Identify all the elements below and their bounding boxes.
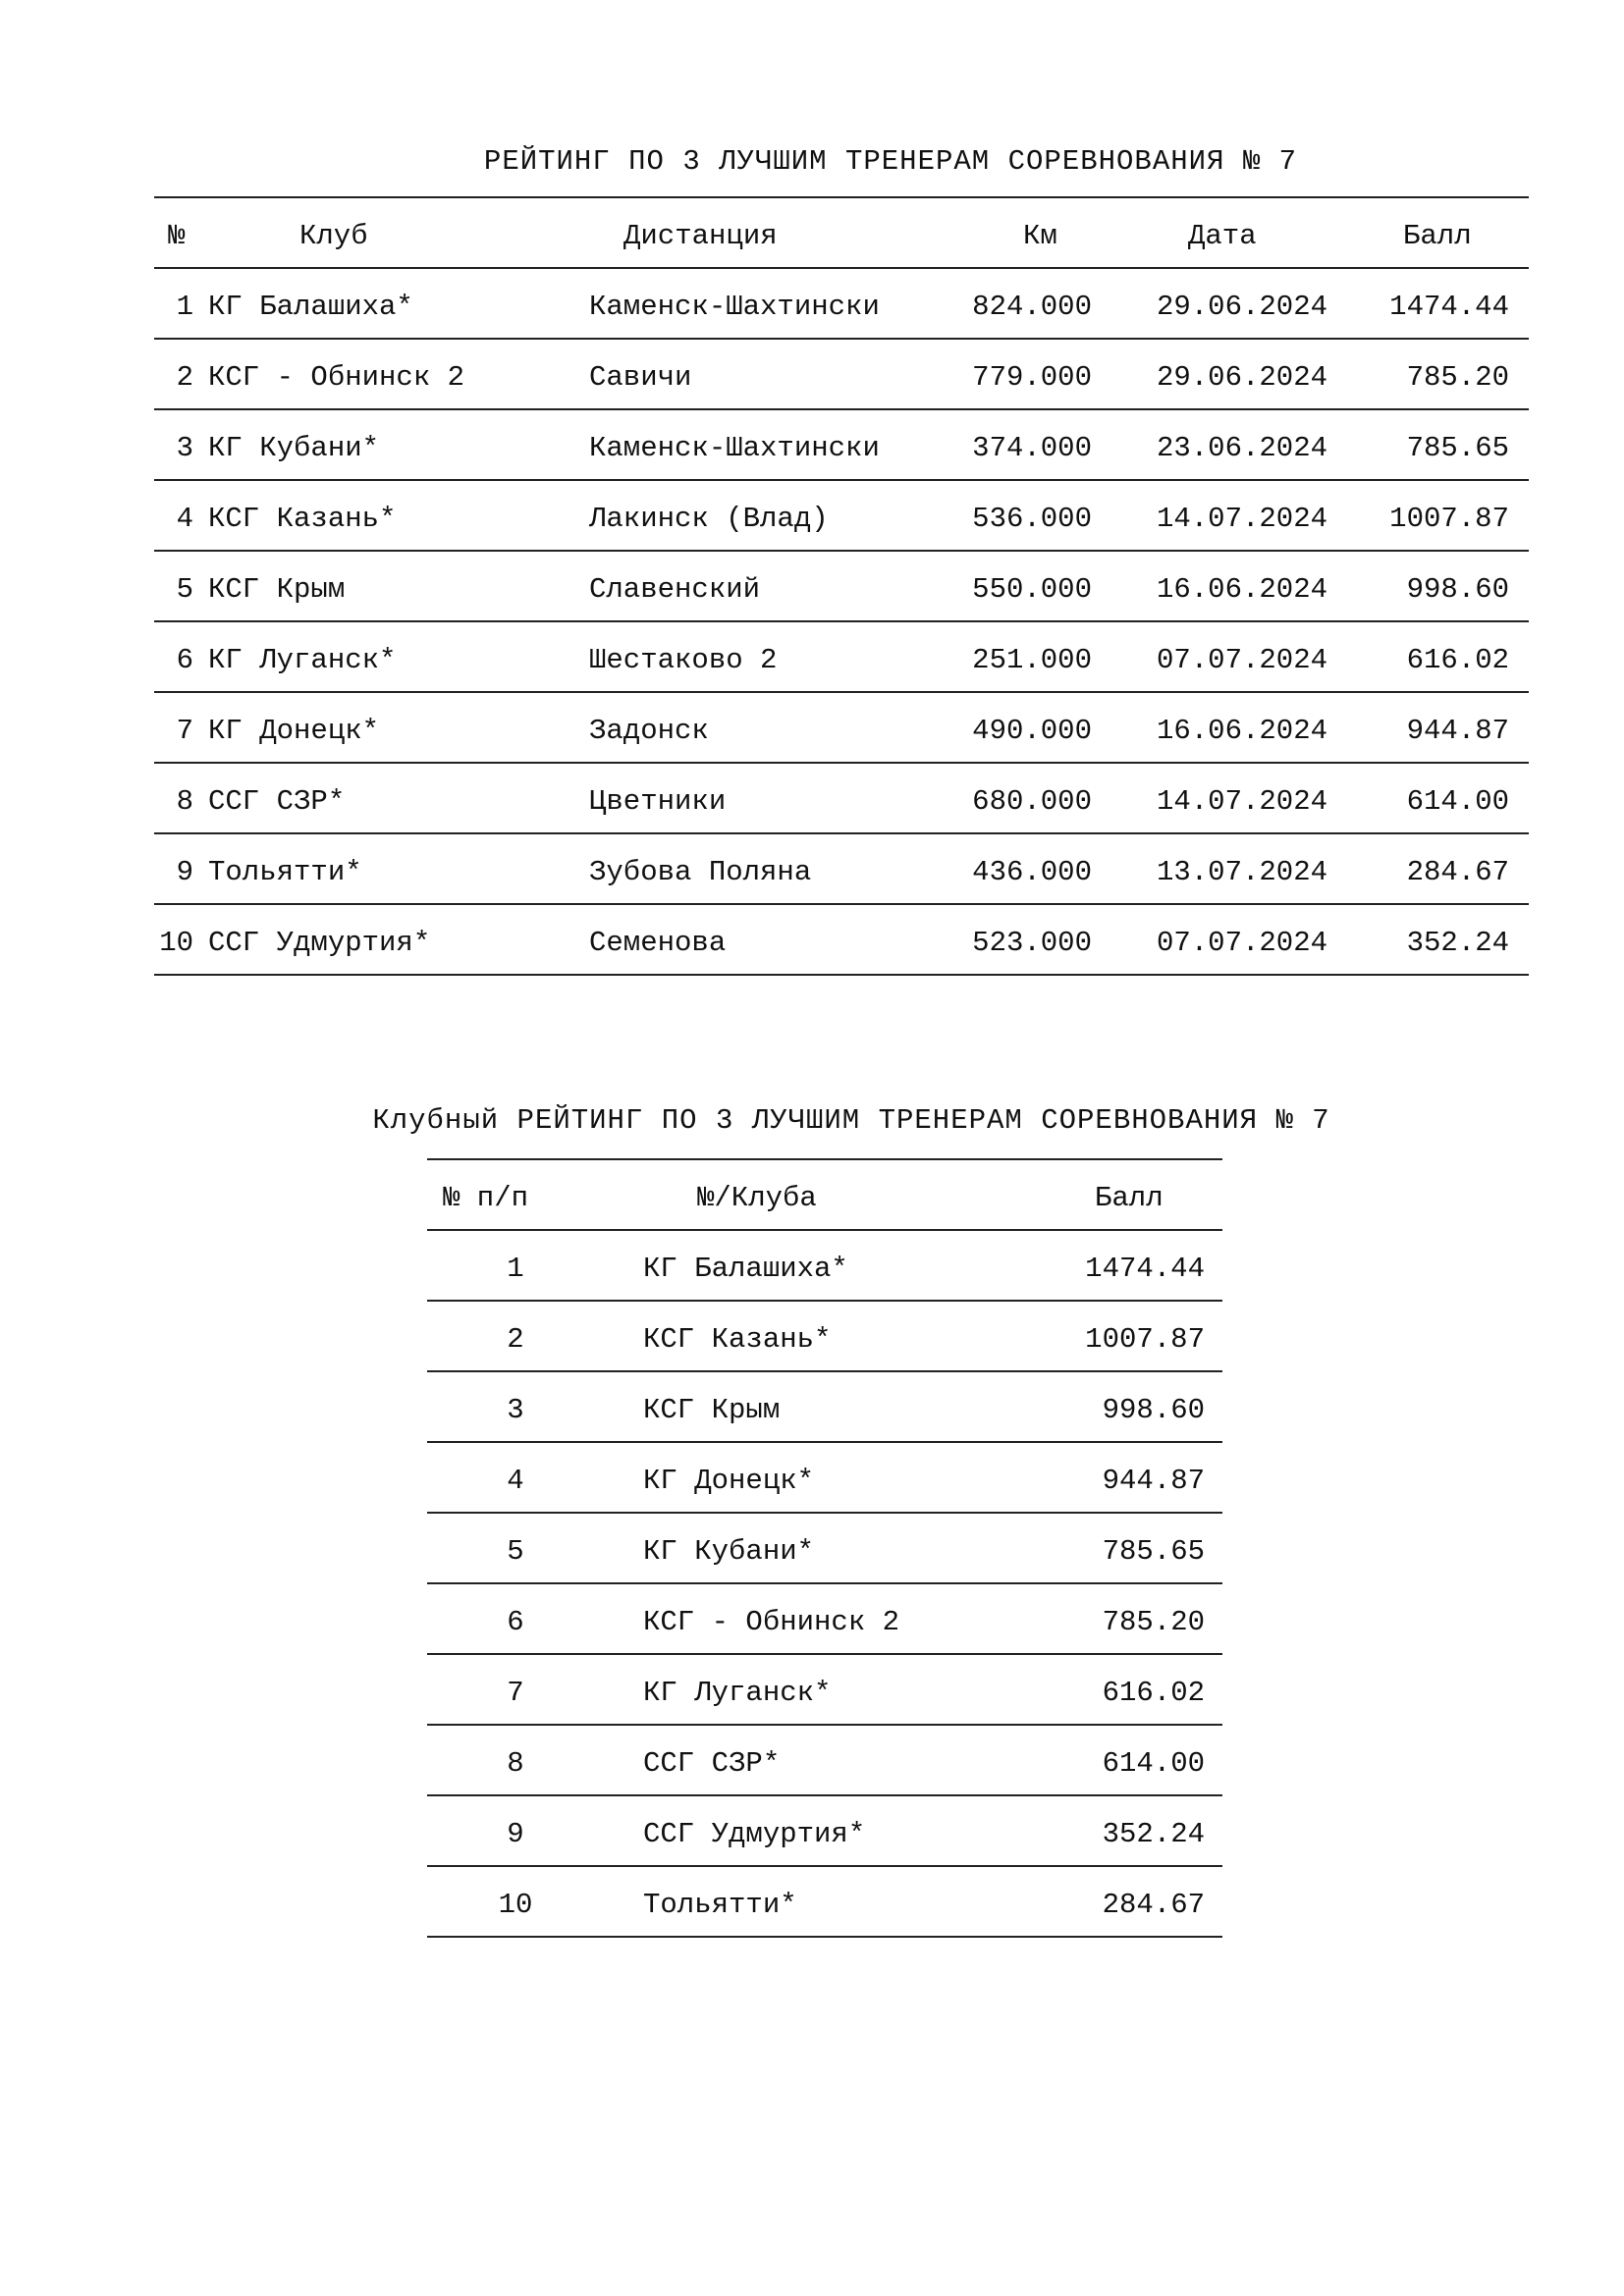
- club-rating-body: [427, 1231, 1222, 1938]
- km-value: 436.000: [972, 856, 1092, 888]
- km-value: 550.000: [972, 573, 1092, 606]
- score-value: 284.67: [1102, 1889, 1205, 1921]
- distance-name: Задонск: [589, 715, 709, 747]
- row-num: 2: [507, 1323, 524, 1356]
- row-num: 5: [176, 573, 193, 606]
- row-num: 5: [507, 1535, 524, 1568]
- club-name: КГ Донецк*: [643, 1465, 815, 1497]
- km-value: 824.000: [972, 291, 1092, 323]
- club-name: КГ Луганск*: [208, 644, 397, 676]
- row-num: 4: [507, 1465, 524, 1497]
- club-name: КСГ Казань*: [643, 1323, 832, 1356]
- table-header-row: [154, 196, 1529, 269]
- score-value: 352.24: [1406, 927, 1509, 959]
- table-row: [154, 481, 1529, 552]
- score-value: 616.02: [1406, 644, 1509, 676]
- header-club: Клуб: [299, 220, 368, 252]
- club-name: ССГ СЗР*: [208, 785, 346, 818]
- club-name: КГ Луганск*: [643, 1677, 832, 1709]
- date-value: 29.06.2024: [1156, 361, 1327, 394]
- table-row: [154, 834, 1529, 905]
- row-num: 2: [176, 361, 193, 394]
- row-num: 8: [176, 785, 193, 818]
- date-value: 14.07.2024: [1156, 503, 1327, 535]
- table-row: [427, 1796, 1222, 1867]
- header-date: Дата: [1188, 220, 1257, 252]
- header-num: №: [168, 220, 186, 252]
- score-value: 944.87: [1406, 715, 1509, 747]
- row-num: 3: [176, 432, 193, 464]
- score-value: 614.00: [1406, 785, 1509, 818]
- distance-name: Каменск-Шахтински: [589, 432, 880, 464]
- row-num: 1: [507, 1253, 524, 1285]
- table-row: [427, 1372, 1222, 1443]
- table-row: [154, 905, 1529, 976]
- header-club: №/Клуба: [697, 1182, 817, 1214]
- table-row: [154, 693, 1529, 764]
- rating-title: РЕЙТИНГ ПО 3 ЛУЧШИМ ТРЕНЕРАМ СОРЕВНОВАНИЯ № 7: [483, 145, 1298, 178]
- header-score: Балл: [1403, 220, 1472, 252]
- club-name: КГ Балашиха*: [208, 291, 413, 323]
- distance-name: Шестаково 2: [589, 644, 778, 676]
- table-row: [427, 1655, 1222, 1726]
- row-num: 7: [176, 715, 193, 747]
- row-num: 3: [507, 1394, 524, 1426]
- distance-name: Савичи: [589, 361, 692, 394]
- table-row: [427, 1584, 1222, 1655]
- club-name: КГ Донецк*: [208, 715, 380, 747]
- row-num: 7: [507, 1677, 524, 1709]
- table-row: [427, 1302, 1222, 1372]
- score-value: 616.02: [1102, 1677, 1205, 1709]
- km-value: 490.000: [972, 715, 1092, 747]
- club-rating-title: Клубный РЕЙТИНГ ПО 3 ЛУЧШИМ ТРЕНЕРАМ СОРЕВНОВАНИЯ № 7: [372, 1104, 1330, 1137]
- distance-name: Семенова: [589, 927, 727, 959]
- table-row: [427, 1231, 1222, 1302]
- date-value: 13.07.2024: [1156, 856, 1327, 888]
- distance-name: Каменск-Шахтински: [589, 291, 880, 323]
- club-name: ССГ СЗР*: [643, 1747, 781, 1780]
- table-row: [154, 410, 1529, 481]
- club-name: Тольятти*: [208, 856, 362, 888]
- date-value: 23.06.2024: [1156, 432, 1327, 464]
- score-value: 1007.87: [1389, 503, 1509, 535]
- score-value: 785.65: [1102, 1535, 1205, 1568]
- table-header-row: [427, 1158, 1222, 1231]
- row-num: 9: [507, 1818, 524, 1850]
- date-value: 07.07.2024: [1156, 927, 1327, 959]
- distance-name: Цветники: [589, 785, 727, 818]
- table-row: [427, 1726, 1222, 1796]
- table-row: [154, 552, 1529, 622]
- score-value: 1474.44: [1085, 1253, 1205, 1285]
- row-num: 10: [159, 927, 193, 959]
- score-value: 944.87: [1102, 1465, 1205, 1497]
- date-value: 29.06.2024: [1156, 291, 1327, 323]
- score-value: 284.67: [1406, 856, 1509, 888]
- club-name: ССГ Удмуртия*: [643, 1818, 866, 1850]
- km-value: 374.000: [972, 432, 1092, 464]
- coach-rating-table: [154, 196, 1529, 976]
- table-row: [427, 1867, 1222, 1938]
- date-value: 14.07.2024: [1156, 785, 1327, 818]
- table-row: [427, 1443, 1222, 1514]
- score-value: 785.20: [1102, 1606, 1205, 1638]
- table-row: [154, 340, 1529, 410]
- score-value: 614.00: [1102, 1747, 1205, 1780]
- row-num: 6: [507, 1606, 524, 1638]
- date-value: 07.07.2024: [1156, 644, 1327, 676]
- score-value: 998.60: [1406, 573, 1509, 606]
- row-num: 4: [176, 503, 193, 535]
- club-name: КСГ Крым: [208, 573, 346, 606]
- club-name: ССГ Удмуртия*: [208, 927, 431, 959]
- table-row: [427, 1514, 1222, 1584]
- score-value: 785.65: [1406, 432, 1509, 464]
- score-value: 998.60: [1102, 1394, 1205, 1426]
- header-km: Км: [1023, 220, 1057, 252]
- distance-name: Славенский: [589, 573, 761, 606]
- km-value: 680.000: [972, 785, 1092, 818]
- club-rating-table: [427, 1158, 1222, 1938]
- header-num: № п/п: [443, 1182, 529, 1214]
- header-score: Балл: [1095, 1182, 1164, 1214]
- club-name: КГ Кубани*: [208, 432, 380, 464]
- table-row: [154, 269, 1529, 340]
- row-num: 1: [176, 291, 193, 323]
- distance-name: Лакинск (Влад): [589, 503, 829, 535]
- date-value: 16.06.2024: [1156, 715, 1327, 747]
- table-row: [154, 622, 1529, 693]
- distance-name: Зубова Поляна: [589, 856, 812, 888]
- km-value: 779.000: [972, 361, 1092, 394]
- row-num: 6: [176, 644, 193, 676]
- score-value: 1007.87: [1085, 1323, 1205, 1356]
- row-num: 10: [498, 1889, 533, 1921]
- club-name: КСГ Казань*: [208, 503, 397, 535]
- club-name: КСГ - Обнинск 2: [208, 361, 465, 394]
- km-value: 536.000: [972, 503, 1092, 535]
- km-value: 523.000: [972, 927, 1092, 959]
- coach-rating-body: [154, 269, 1529, 976]
- score-value: 1474.44: [1389, 291, 1509, 323]
- club-name: Тольятти*: [643, 1889, 797, 1921]
- club-name: КСГ - Обнинск 2: [643, 1606, 900, 1638]
- club-name: КГ Балашиха*: [643, 1253, 848, 1285]
- table-row: [154, 764, 1529, 834]
- date-value: 16.06.2024: [1156, 573, 1327, 606]
- club-name: КСГ Крым: [643, 1394, 781, 1426]
- row-num: 8: [507, 1747, 524, 1780]
- club-name: КГ Кубани*: [643, 1535, 815, 1568]
- km-value: 251.000: [972, 644, 1092, 676]
- header-distance: Дистанция: [623, 220, 778, 252]
- row-num: 9: [176, 856, 193, 888]
- score-value: 352.24: [1102, 1818, 1205, 1850]
- score-value: 785.20: [1406, 361, 1509, 394]
